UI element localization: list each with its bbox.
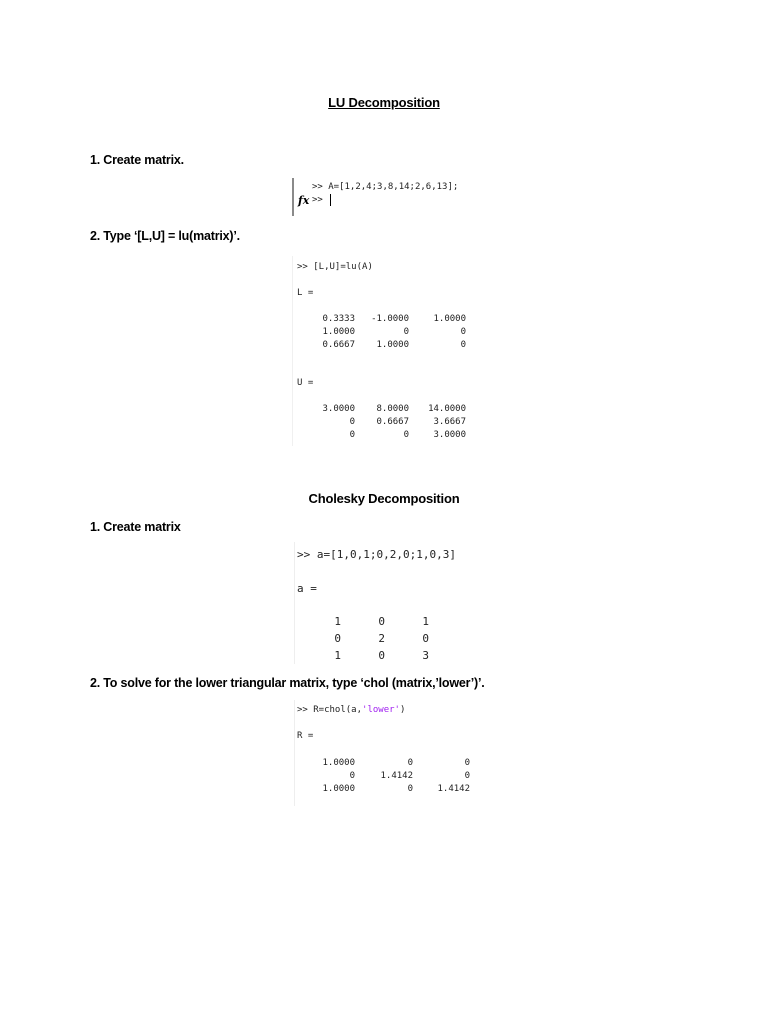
a-cell: 2	[378, 632, 385, 645]
r-label: R =	[297, 731, 314, 741]
a-cell: 1	[422, 615, 429, 628]
u-cell: 0.6667	[376, 417, 409, 427]
chol-command-prefix: >> R=chol(a,	[297, 705, 363, 715]
lu-create-command: >> A=[1,2,4;3,8,14;2,6,13];	[312, 182, 459, 192]
a-cell: 0	[378, 649, 385, 662]
r-cell: 1.4142	[380, 771, 413, 781]
a-cell: 1	[334, 615, 341, 628]
r-cell: 1.0000	[322, 758, 355, 768]
a-cell: 0	[334, 632, 341, 645]
lu-step-2: 2. Type ‘[L,U] = lu(matrix)’.	[90, 229, 240, 243]
cholesky-step-2: 2. To solve for the lower triangular matrix, type ‘chol (matrix,’lower’)’.	[90, 676, 485, 690]
text-cursor	[330, 194, 331, 206]
cholesky-create-window	[294, 542, 485, 664]
chol-command-suffix: )	[399, 705, 406, 715]
cholesky-title: Cholesky Decomposition	[308, 491, 460, 506]
chol-command-string: 'lower'	[362, 705, 400, 715]
u-cell: 3.0000	[322, 404, 355, 414]
cholesky-output-window	[294, 700, 485, 806]
r-cell: 1.0000	[322, 784, 355, 794]
r-cell: 0	[407, 758, 413, 768]
u-cell: 14.0000	[428, 404, 466, 414]
lu-command-window-create	[292, 178, 472, 216]
lu-output-window	[292, 256, 483, 446]
r-cell: 1.4142	[437, 784, 470, 794]
l-cell: 0	[460, 327, 466, 337]
lu-command: >> [L,U]=lu(A)	[297, 262, 373, 272]
a-cell: 3	[422, 649, 429, 662]
l-cell: 1.0000	[433, 314, 466, 324]
a-cell: 1	[334, 649, 341, 662]
u-cell: 0	[349, 417, 355, 427]
r-cell: 0	[407, 784, 413, 794]
u-cell: 0	[349, 430, 355, 440]
l-cell: 0	[460, 340, 466, 350]
u-cell: 3.0000	[433, 430, 466, 440]
l-cell: -1.0000	[371, 314, 409, 324]
chol-command	[297, 705, 405, 715]
cholesky-create-command: >> a=[1,0,1;0,2,0;1,0,3]	[297, 548, 456, 561]
r-cell: 0	[464, 758, 470, 768]
l-cell: 0	[403, 327, 409, 337]
cholesky-step-1: 1. Create matrix	[90, 520, 181, 534]
l-cell: 1.0000	[376, 340, 409, 350]
l-label: L =	[297, 288, 314, 298]
u-cell: 8.0000	[376, 404, 409, 414]
r-cell: 0	[464, 771, 470, 781]
a-cell: 0	[422, 632, 429, 645]
u-cell: 0	[403, 430, 409, 440]
l-cell: 0.6667	[322, 340, 355, 350]
a-label: a =	[297, 582, 317, 595]
a-cell: 0	[378, 615, 385, 628]
lu-step-1: 1. Create matrix.	[90, 153, 184, 167]
u-label: U =	[297, 378, 314, 388]
r-cell: 0	[349, 771, 355, 781]
command-prompt: >>	[312, 195, 323, 205]
u-cell: 3.6667	[433, 417, 466, 427]
l-cell: 1.0000	[322, 327, 355, 337]
l-cell: 0.3333	[322, 314, 355, 324]
fx-icon: fx	[298, 194, 310, 207]
lu-title: LU Decomposition	[328, 95, 440, 110]
